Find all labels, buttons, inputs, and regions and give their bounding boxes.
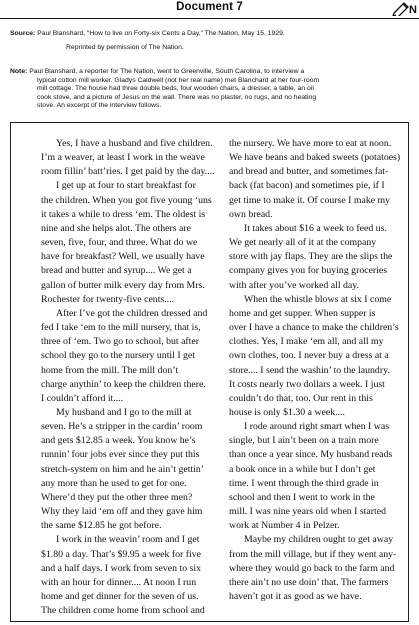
source-text: Paul Blanshard, “How to live on Forty-six Cents a Day,” The Nation, May 15, 1929.	[37, 30, 285, 37]
excerpt-line: It takes about $16 a week to feed us.	[244, 222, 387, 234]
excerpt-line: The children come home from school and	[41, 605, 205, 617]
excerpt-line: stretch-system on him and he ain’t gettin’	[41, 463, 205, 475]
excerpt-line: nine and she helps alot. The others are	[41, 222, 191, 234]
note-line: Note: Paul Blanshard, a reporter for The Nation, went to Greenville, South Carolina, to interview a	[10, 68, 305, 75]
source-label: Source:	[10, 30, 36, 37]
excerpt-paragraph	[229, 137, 401, 222]
excerpt-line: and bread and butter, and sometimes fat-	[229, 166, 389, 178]
document-header	[0, 0, 419, 19]
excerpt-line: home and get dinner for the seven of us.	[41, 591, 199, 602]
excerpt-line: $1.80 a day. That’s $9.95 a week for five	[41, 548, 201, 560]
svg-text:N: N	[409, 4, 417, 16]
excerpt-line: Where’d they put the other three men?	[41, 491, 193, 503]
note-line: cook stove, and a picture of Jesus on the wall. There was no plaster, no rugs, and no heating	[37, 93, 317, 101]
excerpt-line: over I have a chance to make the children’s	[229, 322, 399, 334]
excerpt-line: couldn’t do that, too. Our rent in this	[229, 392, 373, 404]
excerpt-line: I get up at four to start breakfast for	[56, 180, 196, 192]
excerpt-line: gallon of butter milk every day from Mrs.	[41, 279, 205, 291]
excerpt-line: get time to make it. Of course I make my	[229, 194, 391, 206]
excerpt-line: charge anythin’ to keep the children there.	[41, 378, 206, 390]
excerpt-line: any more than he used to get for one.	[41, 477, 187, 489]
excerpt-line: My husband and I go to the mill at	[56, 406, 192, 418]
excerpt-line: It costs nearly two dollars a week. I just	[229, 378, 385, 390]
excerpt-line: company gives you for buying groceries	[229, 265, 388, 277]
excerpt-paragraph	[41, 137, 215, 179]
excerpt-line: home and get supper. When supper is	[229, 307, 376, 319]
excerpt-line: there ain’t no use doin’ that. The farmers	[229, 576, 389, 588]
excerpt-line: clothes. Yes, I make ‘em all, and all my	[229, 336, 384, 348]
excerpt-line: seven. He’s a stripper in the cardin’ room	[41, 421, 203, 433]
context-note	[10, 68, 410, 111]
excerpt-line: runnin’ four jobs ever since they put this	[41, 449, 200, 461]
excerpt-line: seven, five, four, and three. What do we	[41, 237, 198, 249]
excerpt-paragraph	[41, 406, 209, 533]
excerpt-line: We have beans and baked sweets (potatoes)	[229, 152, 401, 164]
excerpt-line: and gets $12.85 a week. You know he’s	[41, 435, 196, 447]
excerpt-paragraph	[41, 179, 212, 306]
note-label: Note:	[10, 68, 28, 75]
excerpt-line: the children. When you got five young ‘uns	[41, 194, 212, 206]
excerpt-line: haven’t got it as good as we have.	[229, 591, 362, 602]
reprint-permission: Reprinted by permission of The Nation.	[66, 44, 184, 51]
note-line: stove. An excerpt of the interview follows.	[37, 102, 162, 110]
excerpt-line: bread and butter and syrup.... We get a	[41, 265, 192, 277]
excerpt-line: own bread.	[229, 208, 273, 220]
excerpt-line: Maybe my children ought to get away	[244, 534, 394, 546]
excerpt-line: with after you’ve worked all day.	[229, 279, 359, 291]
note-line: typical cotton mill worker. Gladys Caldwell (not her real name) met Blanchard at her four-room	[37, 76, 320, 84]
excerpt-line: school and then I went to work in the	[229, 491, 375, 503]
excerpt-line: three of ‘em. Two go to school, but after	[41, 336, 200, 348]
excerpt-line: store with jay flaps. They are the slips the	[229, 251, 393, 263]
excerpt-line: room fillin’ batt’ries. I get paid by the day....	[41, 166, 215, 178]
excerpt-line: from the mill village, but if they went any-	[229, 548, 397, 560]
excerpt-paragraph	[41, 533, 209, 618]
excerpt-line: where they would go back to the farm and	[229, 562, 395, 574]
excerpt-line: with an hour for dinner.... At noon I run	[41, 576, 197, 588]
excerpt-line: school they go to the nursery until I get	[41, 350, 195, 362]
excerpt-right-column	[229, 137, 401, 604]
excerpt-line: and a half days. I work from seven to six	[41, 562, 201, 574]
excerpt-line: I work in the weavin’ room and I get	[56, 534, 200, 546]
excerpt-line: home from the mill. The mill don’t	[41, 364, 179, 376]
excerpt-paragraph	[229, 293, 397, 420]
excerpt-line: a book once in a while but I don’t get	[229, 463, 376, 475]
excerpt-paragraph	[229, 533, 397, 604]
excerpt-line: After I’ve got the children dressed and	[56, 307, 208, 319]
excerpt-line: mill. I was nine years old when I started	[229, 506, 386, 518]
excerpt-line: time. I went through the third grade in	[229, 477, 379, 489]
excerpt-line: back (fat bacon) and sometimes pie, if I	[229, 180, 385, 192]
note-line: mill cottage. The house had three double beds, four wooden chairs, a dresser, a table, an oil	[37, 85, 314, 93]
excerpt-paragraph	[229, 420, 397, 533]
document-title: Document 7	[176, 1, 243, 13]
excerpt-line: I couldn’t afford it....	[41, 392, 124, 404]
pencil-icon	[391, 0, 417, 16]
excerpt-line: Yes, I have a husband and five children.	[56, 138, 213, 149]
excerpt-line: We get nearly all of it at the company	[229, 237, 377, 249]
excerpt-line: own clothes, too. I never buy a dress at a	[229, 350, 389, 362]
excerpt-line: house is only $1.30 a week....	[229, 406, 345, 418]
excerpt-line: the same $12.85 he got before.	[41, 520, 162, 532]
excerpt-line: single, but I ain’t been on a train more	[229, 435, 379, 447]
excerpt-line: Rochester for twenty-five cents....	[41, 293, 175, 305]
interview-excerpt-box	[10, 122, 409, 622]
excerpt-line: than once a year since. My husband reads	[229, 449, 393, 461]
excerpt-line: fed I take ‘em to the mill nursery, that is,	[41, 322, 201, 334]
excerpt-line: it takes a while to dress ‘em. The oldest is	[41, 208, 206, 220]
source-citation	[10, 28, 410, 39]
excerpt-paragraph	[229, 222, 397, 293]
excerpt-line: When the whistle blows at six I come	[244, 293, 392, 305]
excerpt-line: store.... I send the washin’ to the laundry.	[229, 364, 390, 376]
excerpt-line: the nursery. We have more to eat at noon.	[229, 138, 392, 149]
excerpt-line: I’m a weaver, at least I work in the weave	[41, 152, 205, 164]
excerpt-left-column	[41, 137, 215, 618]
excerpt-paragraph	[41, 307, 209, 406]
excerpt-line: Why they laid ‘em off and they gave him	[41, 506, 203, 518]
excerpt-line: I rode around right smart when I was	[244, 421, 390, 433]
excerpt-line: have for breakfast? Well, we usually have	[41, 251, 205, 263]
excerpt-line: work at Number 4 in Pelzer.	[229, 520, 340, 532]
